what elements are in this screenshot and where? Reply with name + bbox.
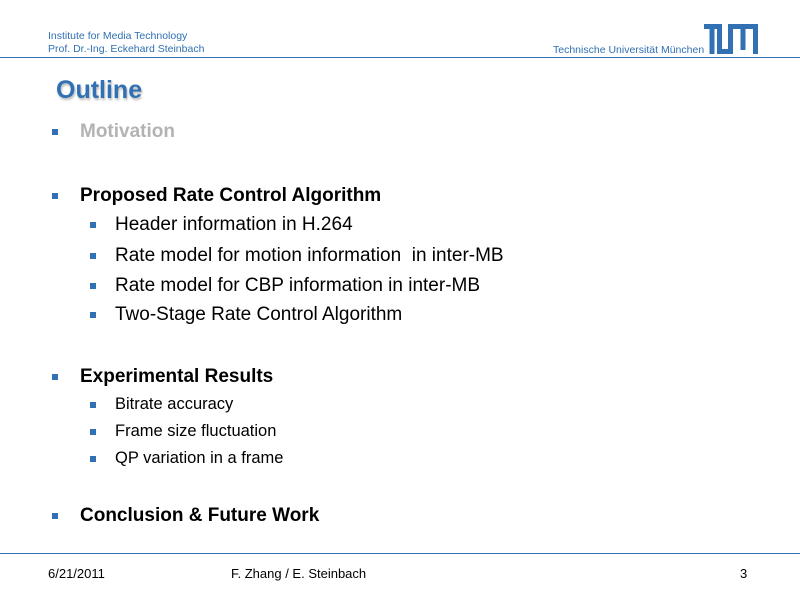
header-divider [0,57,800,58]
page-number: 3 [740,566,748,581]
outline-item-conclusion [52,505,319,527]
outline-item-label: QP variation in a frame [115,449,284,467]
outline-item-label: Frame size fluctuation [115,422,277,440]
outline-subitem-frame-size [90,422,276,441]
outline-subitem-cbp-rate-model [90,275,480,297]
bullet-icon [90,283,96,289]
outline-subitem-header-info [90,214,353,236]
outline-item-motivation [52,121,175,143]
bullet-icon [90,222,96,228]
bullet-icon [52,374,58,380]
outline-item-label: Header information in H.264 [115,214,353,235]
tum-logo [704,24,758,54]
bullet-icon [90,456,96,462]
bullet-icon [52,193,58,199]
outline-subitem-bitrate-accuracy [90,395,233,414]
outline-item-label: Conclusion & Future Work [80,505,320,526]
bullet-icon [90,312,96,318]
outline-item-label: Two-Stage Rate Control Algorithm [115,304,403,325]
university-name: Technische Universität München [553,44,705,56]
professor-name: Prof. Dr.-Ing. Eckehard Steinbach [48,43,205,55]
institute-name: Institute for Media Technology [48,30,188,42]
footer-date: 6/21/2011 [48,566,105,581]
slide-title: Outline [56,76,143,104]
footer-divider [0,553,800,554]
bullet-icon [90,253,96,259]
bullet-icon [52,513,58,519]
outline-item-label: Rate model for motion information in inter-MB [115,245,504,266]
outline-item-label: Proposed Rate Control Algorithm [80,185,382,206]
footer-authors: F. Zhang / E. Steinbach [231,566,367,581]
outline-item-proposed-rate-control [52,185,381,207]
outline-item-label: Experimental Results [80,366,274,387]
outline-subitem-motion-rate-model [90,245,504,267]
outline-subitem-qp-variation [90,449,283,468]
outline-item-label: Bitrate accuracy [115,395,234,413]
bullet-icon [52,129,58,135]
bullet-icon [90,402,96,408]
outline-item-experimental-results [52,366,273,388]
outline-item-label: Motivation [80,121,175,142]
institute-header [48,30,204,56]
outline-item-label: Rate model for CBP information in inter-MB [115,275,481,296]
outline-subitem-two-stage [90,304,402,326]
bullet-icon [90,429,96,435]
